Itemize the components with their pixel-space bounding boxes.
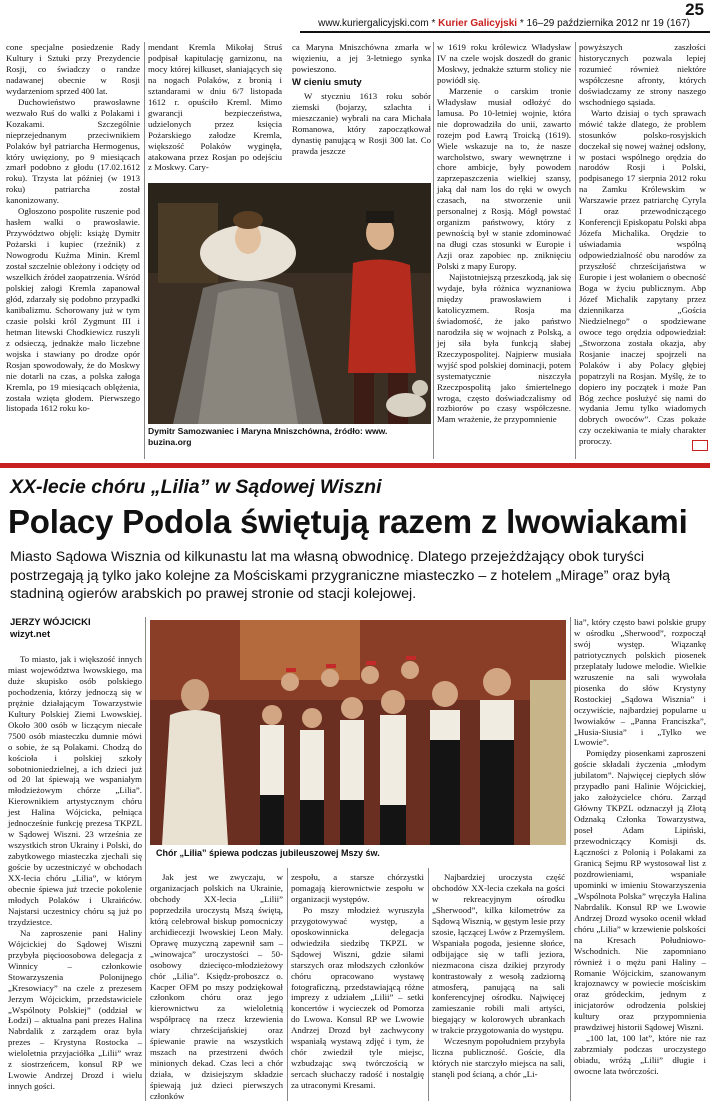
top-column-2: [148, 42, 282, 182]
header-issue: * 16–29 października 2012 nr 19 (167): [519, 18, 690, 29]
column-divider: [287, 868, 288, 1101]
article-column-3: [291, 872, 424, 1101]
paragraph: Duchowieństwo prawosławne wezwało Ruś do walki z Polakami i Kozakami. Szczególnie nieprzejednanym przeciwnikiem Polaków był patriarcha Hermogenus, który uwięziony, po 9 miesiącach zmarł podobno z głodu (17.02.1612 roku). Trzysta lat później (w 1913 roku) patriarcha został kanonizowany.: [6, 96, 140, 206]
paragraph: Pomiędzy piosenkami zaproszeni goście składali życzenia „młodym jubilatom”. Najwięcej ciepłych słów przypadło pani Halinie Wójcickiej, jako założycielce chóru. Zarząd Główny TKPZL odznaczył ją Złotą Odznaką Członka Towarzystwa, poseł Adam Lipiński, przewodniczący Komisji ds. Łączności z Polonią i Polakami za Granicą Sejmu RP wystosował list z pozdrowieniami, wspaniałe upominki w imieniu Stowarzyszenia „Wspólnota Polska” wręczyła Halina Nabrdalik. Konsul RP we Lwowie Andrzej Drozd wysoko ocenił wkład chóru „Lilia” w krzewienie polskości na Kresach Południowo-Wschodnich. Nie zapomniano również i o mężu pani Haliny – Romanie Wójcickim, szanowanym krajoznawcy w powiecie mościskim oraz gródeckim, jednym z inicjatorów odrodzenia polskiej kultury oraz przypomnienia prawdziwej historii Sądowej Wiszni.: [574, 748, 706, 1033]
top-column-5: [579, 42, 706, 447]
article-column-1: [8, 654, 142, 1101]
choir-illustration: [150, 620, 566, 845]
header-rule: [300, 31, 710, 33]
paragraph: W styczniu 1613 roku sobór ziemski (bojarzy, szlachta i mieszczanie) wybrali na cara Michała Romanowa, który zapoczątkował dynastię panującą w Rosji 300 lat. Co prawda jeszcze: [292, 90, 431, 156]
paragraph: Na zaproszenie pani Haliny Wójcickiej do Sądowej Wiszni przybyła pięcioosobowa delegacja z Winnicy – członkowie Stowarzyszenia Polonijnego „Kresowiacy” na czele z prezesem Jerzym Wójcickim, przedstawiciele „Wspólnoty Polskiej” (oddział w Łodzi) – aktualna pani prezes Halina Nabrdalik z zarządem oraz była prezes – Krystyna Rostocka – wieloletnia przyjaciółka „Lilii” wraz z siostrzeńcem, konsul RP we Lwowie Andrzej Drozd i wielu innych gości.: [8, 927, 142, 1092]
paragraph: zespołu, a starsze chórzystki pomagają kierownictwie zespołu w organizacji występów.: [291, 872, 424, 904]
author-name: JERZY WÓJCICKI: [10, 617, 91, 628]
column-divider: [144, 42, 145, 459]
page-number: 25: [685, 0, 704, 19]
column-divider: [145, 617, 146, 1101]
column-divider: [570, 617, 571, 1101]
article-lead: Miasto Sądowa Wisznia od kilkunastu lat ma własną obwodnicę. Dlatego przejeżdżający obok turyści postrzegają ją tylko jako kolejne za Mościskami przygraniczne miasteczko – z hotelem „Mirage” oraz byłą stadniną ogierów arabskich po prawej stronie od stacji kolejowej.: [10, 549, 670, 603]
paragraph: Wczesnym popołudniem przybyła liczna publiczność. Goście, dla których nie starczyło miejsca na sali, stanęli pod ścianą, a chór „Li-: [432, 1036, 565, 1080]
article-kicker: XX-lecie chóru „Lilia” w Sądowej Wiszni: [10, 476, 382, 498]
section-heading: W cieniu smuty: [292, 76, 362, 88]
paragraph: Warto dzisiaj o tych sprawach mówić także dlatego, że problem stosunków polsko-rosyjskich doczekał się nowej ważnej odsłony, w postaci wspólnego orędzia do narodów Rosji i Polski, podpisanego 17 sierpnia 2012 roku na Zamku Królewskim w Warszawie przez patriarchę Cyryla I oraz przewodniczącego Konferencji Episkopatu Polski abpa Józefa Michalika. Orędzie to uświadamia wspólną odpowiedzialność obu narodów za przyszłość chrześcijaństwa w Europie i jest wołaniem o obecność Boga w życiu publicznym. Abp Józef Michalik zapytany przez dziennikarza „Gościa Niedzielnego” o spodziewane owoce tego orędzia odpowiedział: „Stworzona została okazja, aby Rosjanie inaczej spojrzeli na Polaków i aby Polacy głębiej popatrzyli na Rosjan. Myślę, że to dopiero iny początek i może Pan Bóg zechce posłużyć się nami do wydania Jemu tylko wiadomych dobrych owoców”. Czas pokaże czy oczekiwania te miały charakter proroczy.: [579, 107, 706, 447]
column-divider: [428, 868, 429, 1101]
page-header: [0, 0, 710, 38]
choir-photo-caption: Chór „Lilia” śpiewa podczas jubileuszowej Mszy św.: [156, 848, 380, 858]
article-column-5: [574, 617, 706, 1101]
paragraph: powyższych zaszłości historycznych pozwala lepiej rozumieć również niektóre współczesne afronty, których doświadczamy ze strony naszego wschodniego sąsiada.: [579, 42, 706, 107]
byline: [10, 617, 91, 640]
column-divider: [433, 42, 434, 459]
paragraph: Najistotniejszą przeszkodą, jak się wydaje, była różnica wyznaniowa między prawosławiem i katolicyzmem. Rosja ma świadomość, że jako państwo narodziła się w wojnach z Polską, a jej siła była funkcją słabej Rzeczypospolitej. Najpierw musiała wyjść spod polskiej dominacji, potem systematycznie niszczyła Rzeczpospolitą jako śmiertelnego wroga, często doświadczalismy od rozbiorów po czasy współczesne. Mam wrażenie, że przypomnienie: [437, 272, 571, 425]
choir-photo: [150, 620, 566, 845]
header-site[interactable]: www.kuriergalicyjski.com: [318, 18, 429, 29]
paragraph: w 1619 roku królewicz Władysław IV na czele wojsk doszedł do granic Moskwy, jednakże szturm stolicy nie powiódł się.: [437, 42, 571, 85]
top-column-3: [292, 42, 431, 182]
paragraph: cone specjalne posiedzenie Rady Kultury i Sztuki przy Prezydencie Rosji, co świadczy o randze nadawanej obecnie w Rosji wydarzeniom sprzed 400 lat.: [6, 42, 140, 96]
author-source: wizyt.net: [10, 628, 51, 640]
paragraph: ca Maryna Mniszchówna zmarła w więzieniu, a jej 3-letniego synka powieszono.: [292, 42, 431, 74]
section-band: [0, 463, 710, 468]
paragraph: mendant Kremla Mikołaj Struś podpisał kapitulację garnizonu, na mocy której kilkuset, słaniających się na nogach Polaków, z bronią i sztandarami w dniu 6/7 listopada 1612 r. opuściło Kreml. Mimo gwarancji bezpieczeństwa, udzielonych przez księcia Pożarskiego załodze Kremla, większość Polaków wyginęła, atakowana przez Rosjan po odejściu z Moskwy. Cary-: [148, 42, 282, 173]
paragraph: „100 lat, 100 lat”, które nie raz zabrzmiały podczas uroczystego obiadu, wróżą „Lilii” długie i owocne lata twórczości.: [574, 1033, 706, 1077]
header-paper-name: Kurier Galicyjski: [438, 18, 518, 29]
top-column-4: [437, 42, 571, 460]
paragraph: Po mszy młodzież wyruszyła przygotowywać występ, a oposkowinnicka delegacja odwiedziła siedzibę TKPZL w Sądowej Wiszni, gdzie siłami starszych oraz młodszych członków chóru opracowano wystawę fotograficzną, przedstawiającą różne imprezy z udziałem „Lilii” – setki koncertów i wycieczek od Pomorza do Lwowa. Konsul RP we Lwowie Andrzej Drozd był zachwycony wspaniałą wystawą zdjęć i tym, że chór zwiedził tyle miejsc, wzbudzając swą twórczością w sercach słuchaczy radość i nostalgię za utraconymi Kresami.: [291, 904, 424, 1091]
header-separator: *: [431, 18, 436, 29]
paragraph: Ogłoszono pospolite ruszenie pod hasłem walki o prawosławie. Przywództwo objęli: książę Dymitr Pożarski i kupiec (rzeźnik) z Nowogrodu Kuźma Minin. Kreml został szczelnie obleżony i odcięty od wszelkich źródeł zaopatrzenia. Wśród polskiej załogi Kremla zapanował głód, zdarzały się podobno przypadki kanibalizmu. Schorowany już w tym czasie polski król Zygmunt III i hetman litewski Chodkiewicz ruszyli z odsieczą, jednakże mało liczebne wojska i stawiany po drodze opór Rosjan spowodowały, że do Moskwy nie dotarli na czas, a polska załoga Kremla, po 19 miesiącach oblężenia, została wzięta głodem. Pierwszego listopada 1612 roku ko-: [6, 206, 140, 414]
painting-caption: Dymitr Samozwaniec i Maryna Mniszchówna, źródło: www. buzina.org: [148, 426, 388, 447]
article-column-2: [150, 872, 283, 1101]
painting-illustration: [148, 183, 431, 424]
column-divider: [575, 42, 576, 459]
top-column-1: [6, 42, 140, 460]
end-of-article-mark: [692, 440, 708, 451]
paragraph: To miasto, jak i większość innych miast województwa lwowskiego, ma duże skupisko osób polskiego pochodzenia, którzy jednoczą się w prężnie działającym Towarzystwie Kultury Polskiej Ziemi Lwowskiej. Około 300 osób w liczącym niecałe 7500 osób miasteczku dumnie mówi o sobie, że są Polakami. Chodzą do kościoła i polskiej szkoły sobotnioniedzielnej, a ich dzieci już od 20 lat śpiewają we wspaniałym młodzieżowym chórze „Lilia”. Kierownikiem artystycznym chóru jest Halina Wójcicka, pełniąca jednocześnie funkcję prezesa TKPZL w Sądowej Wiszni. 23 września ze wszystkich stron Ukrainy i Polski, do zabytkowego miasteczka zjechali się goście by uczestniczyć w obchodach XX-lecia chóru „Lilia”, w którym obecnie śpiewa już trzecie pokolenie młodych Polaków i Ukraińców. Najstarsi uczestnicy chóru są już po trzydziestce.: [8, 654, 142, 927]
header-line: [318, 18, 690, 29]
painting-photo: [148, 183, 431, 424]
paragraph: Marzenie o carskim tronie Władysław musiał odłożyć do lamusa. Po 10-letniej wojnie, która nie doprowadziła do unii, zawarto rozejm pod Ławrą Troicką (1619). Wiele wskazuje na to, że nasze warcholstwo, swary wewnętrzne i chore ambicje, były powodem zaprzepaszczenia wielkiej szansy, jaką dał nam los do ręki w owych czasach, na stworzenie unii personalnej z Rosją. Mógł powstać organizm państwowy, który z pewnością był w stanie zdominować na długi czas stosunki w Europie i Azji oraz zapobiec np. zniknięciu Polski z mapy Europy.: [437, 85, 571, 272]
paragraph: Jak jest we zwyczaju, w organizacjach polskich na Ukrainie, obchody XX-lecia „Lilii” poprzedziła uroczystą Mszą świętą, którą celebrował biskup pomocniczy archidiecezji lwowskiej Leon Mały. Oprawę muzyczną zapewnił sam – „winowajca” uroczystości – 50-osobowy dziecięco-młodzieżowy chór „Lilia”. Księdz-proboszcz o. Kacper OFM po mszy podziękował członkom chóru oraz jego kierownictwu za wieloletnią współpracę na rzecz krzewienia wiary chrześcijańskiej oraz śpiewanie prawie na wszystkich mszach na przestrzeni dwóch minionych dekad. Czas leci a chór działa, w dzisiejszym składzie śpiewają już dzieci pierwszych członków: [150, 872, 283, 1102]
paragraph: lia”, który często bawi polskie grupy w ośrodku „Sherwood”, rozpoczął swój występ. Wiązankę patriotycznych polskich piosenek przeplatały ludowe melodie. Wielkie wzruszenie na sali wywołała piosenka do słów Krystyny Rostockiej „Sądowa Wisznia” i oczywiście, najbardziej popularne u lwowiaków – „Panna Franciszka”, „Husia-Siusia” i „Tylko we Lwowie”.: [574, 617, 706, 748]
article-column-4: [432, 872, 565, 1101]
paragraph: Najbardziej uroczysta część obchodów XX-lecia czekała na gości w rekreacyjnym ośrodku „Sherwood”, kilka kilometrów za Sądową Wisznią, w gęstym lesie przy szosie, łączącej Lwów z Przemyślem. Wspaniała pogoda, jesienne słońce, odbijające się w tafli jeziora, niezmacona cisza dzikiej przyrody kontrastowały z wesołą zadziorną atmosferą, panującą na sali konferencyjnej ośrodku. Najwięcej zamieszanie robili mali artyści, biegający w kolorowych ubrankach w trakcie przygotowania do występu.: [432, 872, 565, 1036]
article-headline: Polacy Podola świętują razem z lwowiakami: [8, 503, 688, 540]
